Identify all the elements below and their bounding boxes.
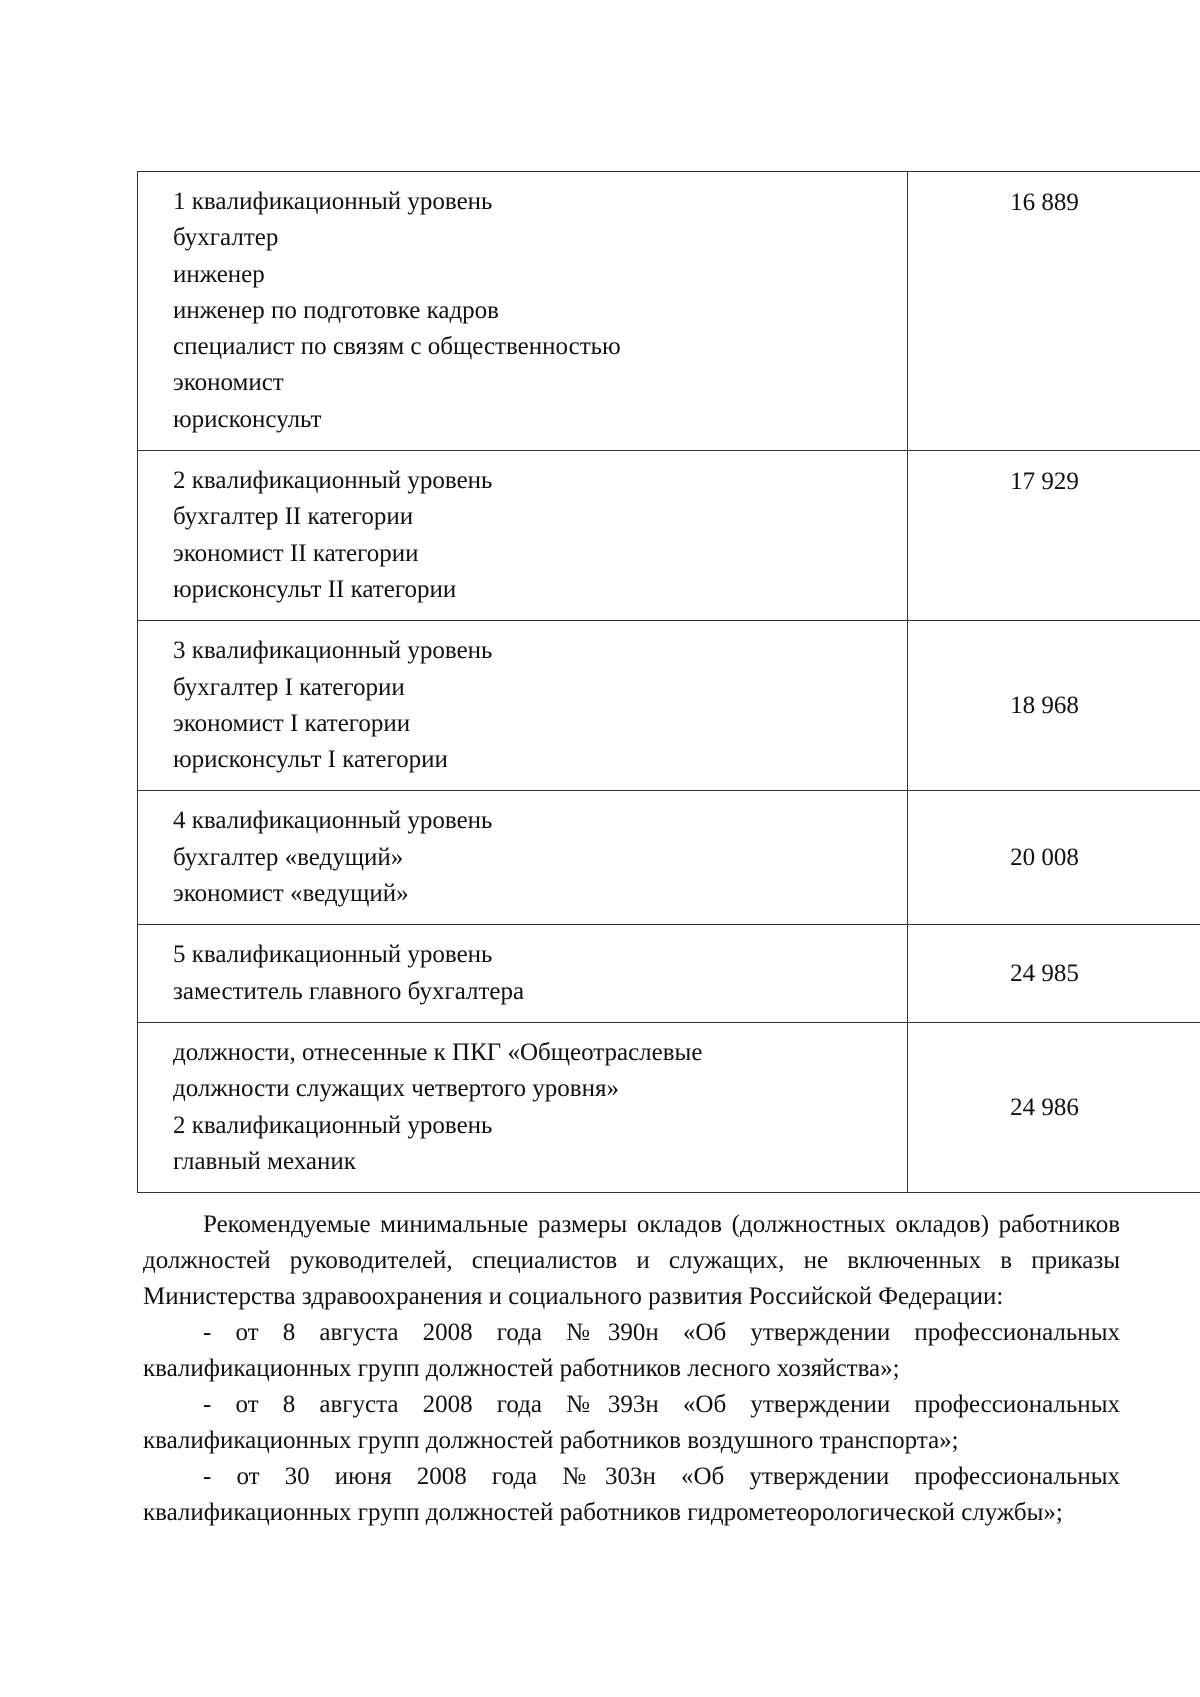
body-text <box>143 1207 1120 1531</box>
order-item: - от 30 июня 2008 года №303н «Об утверждении профессиональных квалификационных групп должностей работников гидрометеорологической службы»; <box>143 1463 1120 1526</box>
position-cell <box>138 172 908 451</box>
position-cell <box>138 1022 908 1192</box>
level-title: 4 квалификационный уровень <box>173 807 493 835</box>
position-name: экономист II категории <box>173 539 419 567</box>
salary-value: 24 986 <box>908 1022 1200 1192</box>
group-title: должности служащих четвертого уровня» <box>173 1075 619 1103</box>
group-title: должности, отнесенные к ПКГ «Общеотраслевые <box>173 1038 703 1066</box>
salary-value: 20 008 <box>908 791 1200 925</box>
position-name: бухгалтер I категории <box>173 673 405 701</box>
position-cell <box>138 791 908 925</box>
position-name: юрисконсульт I категории <box>173 746 448 774</box>
order-item: - от 8 августа 2008 года №390н «Об утверждении профессиональных квалификационных групп должностей работников лесного хозяйства»; <box>143 1319 1120 1382</box>
position-name: экономист «ведущий» <box>173 880 409 908</box>
table-row <box>138 791 1200 925</box>
salary-value: 18 968 <box>908 621 1200 791</box>
table-row <box>138 925 1200 1023</box>
level-title: 2 квалификационный уровень <box>173 467 493 495</box>
table-row <box>138 621 1200 791</box>
salary-table <box>137 171 1200 1193</box>
position-name: инженер <box>173 260 265 288</box>
position-name: инженер по подготовке кадров <box>173 296 499 324</box>
position-name: бухгалтер «ведущий» <box>173 843 404 871</box>
table-row <box>138 1022 1200 1192</box>
table-row <box>138 451 1200 621</box>
position-name: юрисконсульт <box>173 405 322 433</box>
level-title: 3 квалификационный уровень <box>173 637 493 665</box>
position-name: главный механик <box>173 1147 356 1175</box>
level-title: 2 квалификационный уровень <box>173 1111 493 1139</box>
position-cell <box>138 621 908 791</box>
intro-paragraph: Рекомендуемые минимальные размеры окладов (должностных окладов) работников должностей руководителей, специалистов и служащих, не включенных в приказы Министерства здравоохранения и социального развития Российской Федерации: <box>143 1211 1120 1310</box>
level-title: 1 квалификационный уровень <box>173 188 493 215</box>
position-name: специалист по связям с общественностью <box>173 333 621 361</box>
salary-value: 17 929 <box>908 451 1200 621</box>
position-name: заместитель главного бухгалтера <box>173 977 525 1005</box>
position-name: бухгалтер <box>173 224 279 252</box>
position-name: бухгалтер II категории <box>173 503 414 531</box>
position-name: экономист <box>173 369 284 397</box>
salary-value: 24 985 <box>908 925 1200 1023</box>
position-cell <box>138 451 908 621</box>
level-title: 5 квалификационный уровень <box>173 941 493 969</box>
order-item: - от 8 августа 2008 года №393н «Об утверждении профессиональных квалификационных групп должностей работников воздушного транспорта»; <box>143 1391 1120 1454</box>
salary-value: 16 889 <box>908 172 1200 451</box>
position-name: экономист I категории <box>173 709 411 737</box>
table-row <box>138 172 1200 451</box>
position-name: юрисконсульт II категории <box>173 575 457 603</box>
position-cell <box>138 925 908 1023</box>
